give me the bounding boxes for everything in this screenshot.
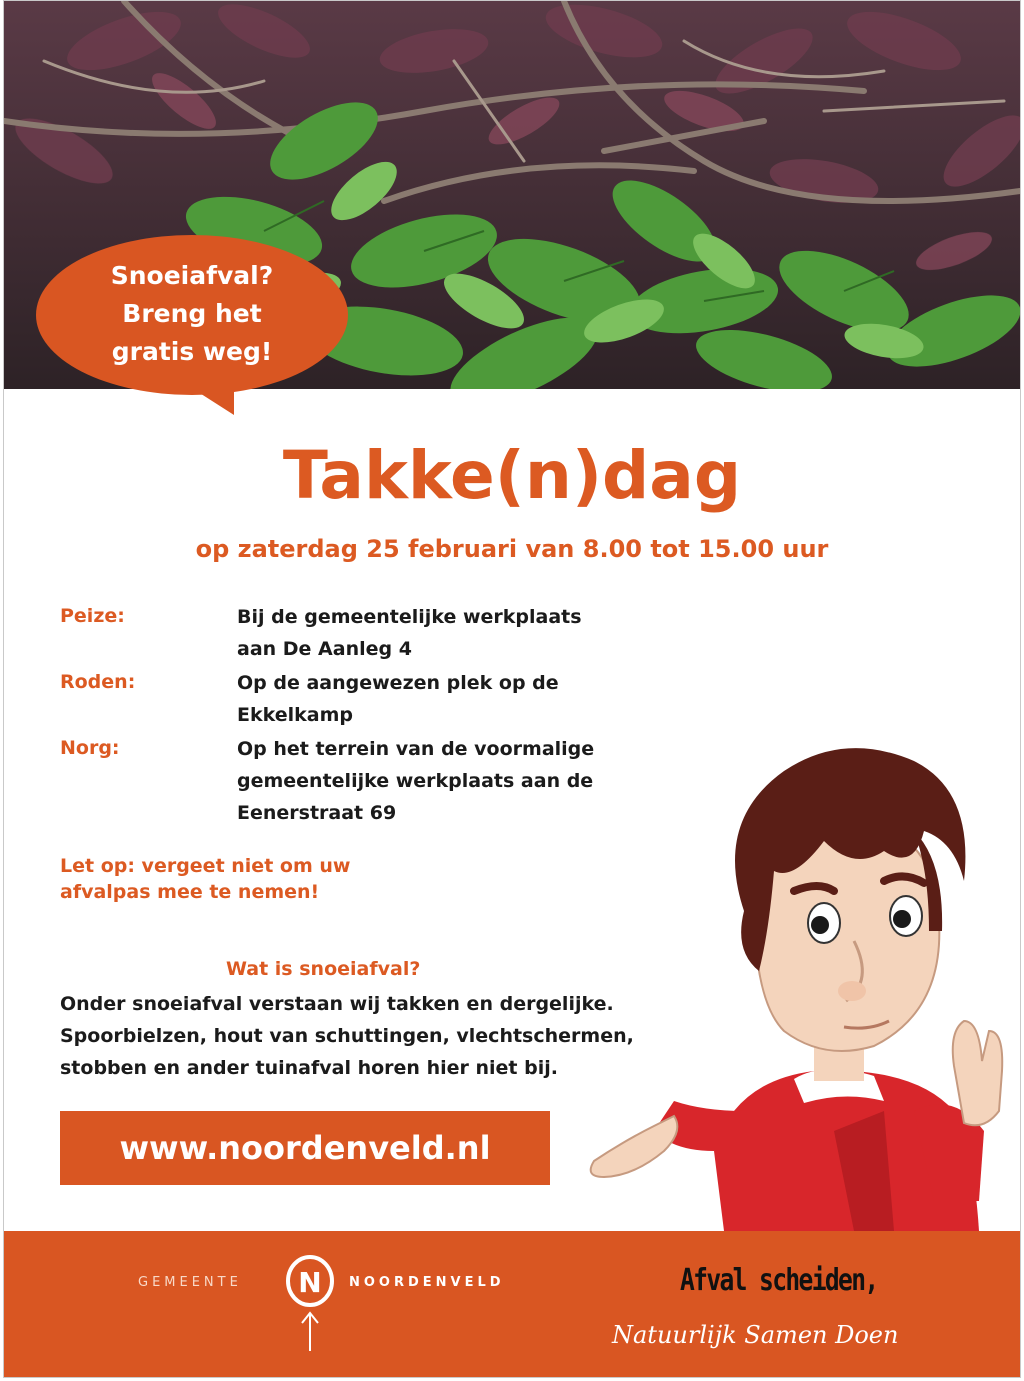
location-line: Bij de gemeentelijke werkplaats — [237, 606, 582, 628]
page-title: Takke(n)dag — [282, 437, 742, 514]
faq-answer — [60, 988, 634, 1084]
location-line: gemeentelijke werkplaats aan de — [237, 770, 594, 792]
faq-answer-line: stobben en ander tuinafval horen hier niet bij. — [60, 1057, 558, 1079]
slogan-line-2: Natuurlijk Samen Doen — [612, 1321, 899, 1349]
slogan-line-1: Afval scheiden, — [680, 1263, 878, 1298]
cartoon-character — [584, 731, 1020, 1231]
location-line: aan De Aanleg 4 — [237, 638, 412, 660]
bubble-line-3: gratis weg! — [111, 337, 273, 366]
municipality-word-gemeente: GEMEENTE — [138, 1275, 242, 1290]
location-line: Ekkelkamp — [237, 704, 353, 726]
speech-bubble — [34, 233, 350, 415]
website-link-button[interactable]: www.noordenveld.nl — [60, 1111, 550, 1185]
faq-answer-line: Onder snoeiafval verstaan wij takken en dergelijke. — [60, 993, 614, 1015]
location-label-norg: Norg: — [60, 737, 120, 759]
flyer — [3, 0, 1021, 1378]
location-line: Op de aangewezen plek op de — [237, 672, 559, 694]
faq-answer-line: Spoorbielzen, hout van schuttingen, vlechtschermen, — [60, 1025, 634, 1047]
location-line: Op het terrein van de voormalige — [237, 738, 595, 760]
bubble-line-2: Breng het — [122, 299, 262, 328]
location-text-roden — [237, 667, 697, 731]
reminder-note — [60, 853, 350, 905]
note-line: Let op: vergeet niet om uw — [60, 855, 351, 877]
footer-bar — [4, 1231, 1020, 1378]
logo-letter: N — [298, 1266, 322, 1299]
location-label-peize: Peize: — [60, 605, 125, 627]
cartoon-boy-illustration — [584, 731, 1020, 1231]
noordenveld-logo-icon — [282, 1255, 338, 1355]
noordenveld-logo — [282, 1255, 338, 1355]
location-text-peize — [237, 601, 697, 665]
note-line: afvalpas mee te nemen! — [60, 881, 320, 903]
location-line: Eenerstraat 69 — [237, 802, 397, 824]
municipality-word-noordenveld: NOORDENVELD — [349, 1275, 505, 1290]
bubble-line-1: Snoeiafval? — [110, 261, 274, 290]
event-date-time: op zaterdag 25 februari van 8.00 tot 15.00 uur — [195, 535, 829, 563]
faq-question: Wat is snoeiafval? — [226, 958, 421, 980]
location-label-roden: Roden: — [60, 671, 136, 693]
